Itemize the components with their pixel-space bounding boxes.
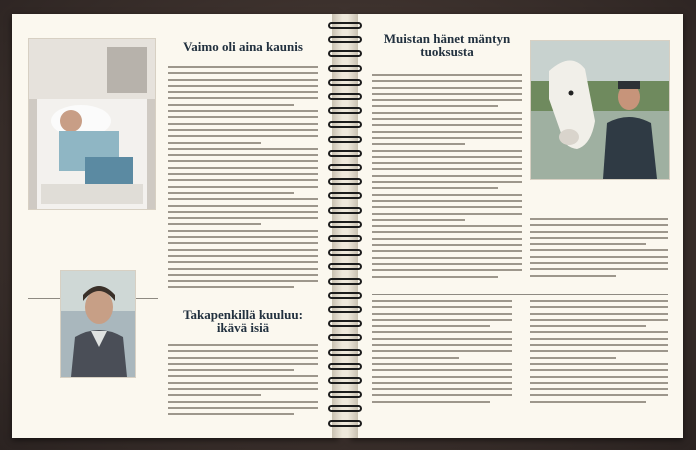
spiral-ring — [328, 65, 362, 72]
right-top-headline: Muistan hänet mäntyn tuoksusta — [383, 31, 511, 59]
right-bottom-column-1 — [372, 300, 512, 410]
spiral-ring — [328, 292, 362, 299]
spiral-ring — [328, 278, 362, 285]
photo-man-with-horse-image — [531, 41, 669, 179]
spiral-ring — [328, 306, 362, 313]
spiral-ring — [328, 150, 362, 157]
spiral-ring — [328, 93, 362, 100]
spiral-ring — [328, 136, 362, 143]
spiral-ring — [328, 363, 362, 370]
spiral-ring — [328, 235, 362, 242]
spiral-ring — [328, 107, 362, 114]
spiral-ring — [328, 405, 362, 412]
spiral-ring — [328, 334, 362, 341]
left-bottom-body-column — [168, 344, 318, 418]
spiral-ring — [328, 79, 362, 86]
spiral-ring — [328, 22, 362, 29]
photo-elderly-woman-image — [29, 39, 155, 209]
spiral-ring — [328, 121, 362, 128]
spiral-ring — [328, 178, 362, 185]
spiral-ring — [328, 50, 362, 57]
photo-young-man — [60, 270, 136, 378]
spiral-ring — [328, 263, 362, 270]
photo-young-man-image — [61, 271, 135, 377]
photo-elderly-woman — [28, 38, 156, 210]
spiral-ring — [328, 320, 362, 327]
right-page-divider — [372, 294, 668, 295]
right-bottom-column-2 — [530, 300, 668, 410]
spiral-ring — [328, 377, 362, 384]
spiral-ring — [328, 391, 362, 398]
spiral-ring — [328, 420, 362, 427]
photo-man-with-horse — [530, 40, 670, 180]
spiral-ring — [328, 36, 362, 43]
left-top-headline: Vaimo oli aina kaunis — [183, 39, 303, 54]
spiral-ring — [328, 221, 362, 228]
spiral-ring — [328, 192, 362, 199]
spiral-ring — [328, 249, 362, 256]
spiral-ring — [328, 349, 362, 356]
right-top-body-column — [372, 74, 522, 294]
spiral-ring — [328, 207, 362, 214]
spiral-ring — [328, 164, 362, 171]
left-top-body-column — [168, 66, 318, 312]
left-bottom-headline: Takapenkillä kuuluu: ikävä isiä — [183, 307, 303, 335]
right-side-body-column — [530, 218, 668, 288]
